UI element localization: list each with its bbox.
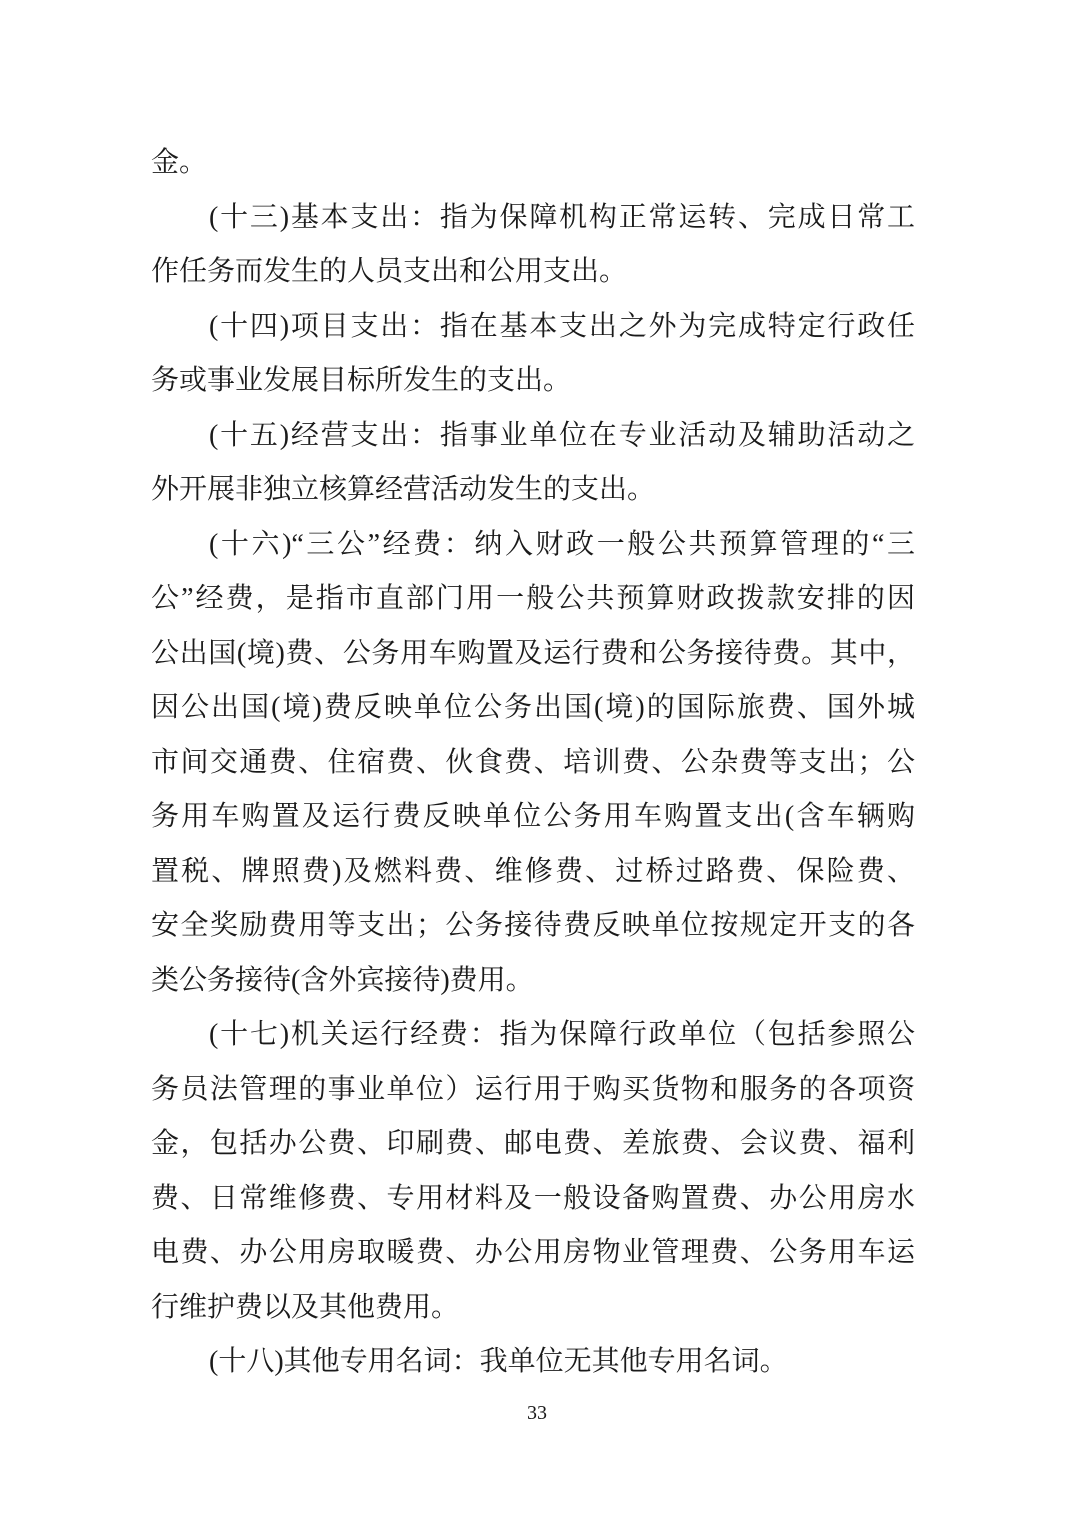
text-line: 安全奖励费用等支出；公务接待费反映单位按规定开支的各 bbox=[151, 910, 915, 941]
text-line: 行维护费以及其他费用。 bbox=[151, 1291, 460, 1323]
paragraph-17-agency-operating-funds bbox=[151, 1008, 915, 1335]
paragraph-continuation bbox=[151, 136, 915, 191]
text-line: 电费、办公用房取暖费、办公用房物业管理费、公务用车运 bbox=[151, 1237, 915, 1268]
text-line: 置税、牌照费)及燃料费、维修费、过桥过路费、保险费、 bbox=[151, 855, 915, 887]
text-line: 务用车购置及运行费反映单位公务用车购置支出(含车辆购 bbox=[151, 801, 915, 832]
text-line: (十六)“三公”经费：纳入财政一般公共预算管理的“三 bbox=[209, 528, 915, 560]
paragraph-13-basic-expenditure bbox=[151, 191, 915, 300]
text-line: 金，包括办公费、印刷费、邮电费、差旅费、会议费、福利 bbox=[151, 1128, 915, 1159]
paragraph-18-other-terms bbox=[151, 1335, 915, 1390]
text-line: 因公出国(境)费反映单位公务出国(境)的国际旅费、国外城 bbox=[151, 692, 915, 723]
text-line: 类公务接待(含外宾接待)费用。 bbox=[151, 964, 534, 996]
text-line: 公”经费，是指市直部门用一般公共预算财政拨款安排的因 bbox=[151, 583, 915, 614]
paragraph-16-three-public-funds bbox=[151, 518, 915, 1009]
text-line: (十四)项目支出：指在基本支出之外为完成特定行政任 bbox=[209, 310, 915, 342]
text-line: 费、日常维修费、专用材料及一般设备购置费、办公用房水 bbox=[151, 1182, 915, 1214]
text-line: 作任务而发生的人员支出和公用支出。 bbox=[151, 256, 628, 287]
text-line: 务或事业发展目标所发生的支出。 bbox=[151, 365, 572, 396]
text-line: (十七)机关运行经费：指为保障行政单位（包括参照公 bbox=[209, 1019, 915, 1050]
text-line: (十三)基本支出：指为保障机构正常运转、完成日常工 bbox=[209, 201, 915, 233]
text-line: (十八)其他专用名词：我单位无其他专用名词。 bbox=[209, 1346, 788, 1377]
text-line: 金。 bbox=[151, 147, 208, 178]
page-number: 33 bbox=[527, 1402, 547, 1424]
text-line: 市间交通费、住宿费、伙食费、培训费、公杂费等支出；公 bbox=[151, 746, 915, 778]
paragraph-14-project-expenditure bbox=[151, 300, 915, 409]
text-line: (十五)经营支出：指事业单位在专业活动及辅助活动之 bbox=[209, 419, 915, 451]
paragraph-15-operating-expenditure bbox=[151, 409, 915, 518]
document-body bbox=[151, 136, 915, 1390]
text-line: 外开展非独立核算经营活动发生的支出。 bbox=[151, 474, 656, 505]
text-line: 公出国(境)费、公务用车购置及运行费和公务接待费。其中， bbox=[151, 637, 915, 669]
text-line: 务员法管理的事业单位）运行用于购买货物和服务的各项资 bbox=[151, 1073, 915, 1105]
